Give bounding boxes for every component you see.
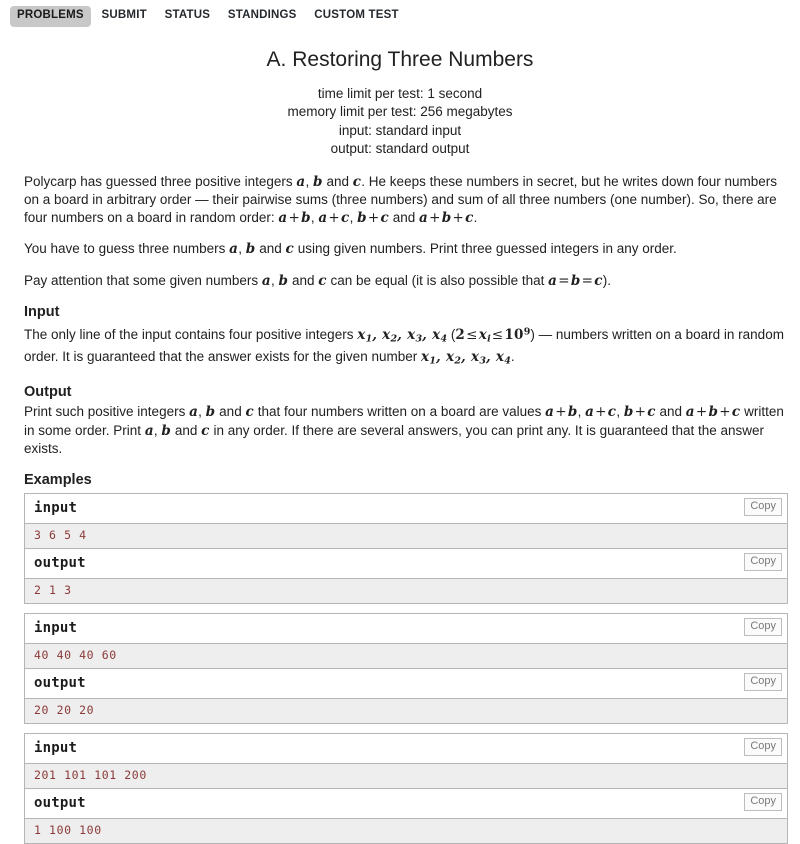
nav-item-custom-test[interactable]: CUSTOM TEST <box>314 9 399 21</box>
math-b: b <box>245 241 256 258</box>
copy-button[interactable]: Copy <box>744 618 782 636</box>
input-label: input <box>34 619 78 636</box>
copy-button[interactable]: Copy <box>744 793 782 811</box>
input-section-heading: Input <box>24 304 60 321</box>
math-a-plus-c: a+c <box>585 404 617 421</box>
output-data-body <box>25 819 787 844</box>
problem-header <box>0 47 800 159</box>
sample-test <box>24 493 788 604</box>
math-c: c <box>285 241 295 258</box>
text-fragment: and <box>655 404 686 420</box>
output-section-paragraph <box>24 403 788 458</box>
output-spec: output: standard output <box>330 141 470 157</box>
sample-tests <box>24 493 788 844</box>
math-a: a <box>296 173 306 190</box>
text-fragment: . He keeps these numbers in secret, but he writes down four numbers on a board in arbitrary order — their pairwise sums (three numbers) and sum of all three numbers (one number). So, there are four numbers on a board in random order: <box>24 173 778 225</box>
text-fragment: and <box>288 272 319 288</box>
page-title: A. Restoring Three Numbers <box>266 47 534 71</box>
math-x-list: $x_1$, $x_2$, $x_3$, $x_4$ <box>420 349 511 367</box>
text-fragment: and <box>215 404 246 420</box>
math-b: b <box>278 272 289 289</box>
text-fragment: , <box>198 404 206 420</box>
math-a: a <box>144 422 154 439</box>
input-label: input <box>34 499 78 516</box>
math-a-plus-b: a+b <box>545 404 578 421</box>
math-b-plus-c: b+c <box>357 209 389 226</box>
text-fragment: , <box>616 404 624 420</box>
copy-button[interactable]: Copy <box>744 738 782 756</box>
text-fragment: Print such positive integers <box>24 404 190 420</box>
text-fragment: You have to guess three numbers <box>24 241 230 257</box>
input-label: input <box>34 739 78 756</box>
copy-button[interactable]: Copy <box>744 673 782 691</box>
text-fragment: using given numbers. Print three guessed integers in any order. <box>294 241 677 257</box>
input-data: 3 6 5 4 <box>34 527 87 542</box>
math-c: c <box>201 422 210 439</box>
math-a-plus-b-plus-c: a+b+c <box>419 209 474 226</box>
output-header <box>25 789 787 819</box>
text-fragment: . <box>473 209 478 225</box>
text-fragment: that four numbers written on a board are values <box>253 404 546 420</box>
text-fragment: , <box>305 173 313 189</box>
output-header <box>25 669 787 699</box>
top-navigation <box>0 0 800 31</box>
output-data: 1 100 100 <box>34 822 102 837</box>
output-header <box>25 549 787 579</box>
time-limit: time limit per test: 1 second <box>317 85 483 101</box>
input-data: 201 101 101 200 <box>34 767 147 782</box>
statement-paragraph-2 <box>24 240 788 259</box>
copy-button[interactable]: Copy <box>744 498 782 516</box>
text-fragment: and <box>255 241 286 257</box>
math-x-range: $2\le x_i\le 10^9$ <box>455 326 531 345</box>
math-a-eq-b-eq-c: a=b=c <box>548 272 603 289</box>
statement-paragraph-3 <box>24 272 788 291</box>
statement-paragraph-1 <box>24 173 788 228</box>
input-data: 40 40 40 60 <box>34 647 117 662</box>
math-a-plus-b: a+b <box>278 209 311 226</box>
text-fragment: can be equal (it is also possible that <box>326 272 549 288</box>
text-fragment: ( <box>447 326 456 342</box>
input-data-body <box>25 764 787 789</box>
math-a: a <box>261 272 271 289</box>
math-a: a <box>229 241 239 258</box>
math-c: c <box>245 404 254 421</box>
math-b: b <box>205 404 216 421</box>
text-fragment: , <box>577 404 586 420</box>
input-header <box>25 734 787 764</box>
input-data-body <box>25 644 787 669</box>
output-data-body <box>25 579 787 604</box>
text-fragment: . <box>510 349 515 365</box>
math-a-plus-b-plus-c: a+b+c <box>685 404 741 421</box>
input-header <box>25 494 787 524</box>
math-b: b <box>161 422 172 439</box>
text-fragment: in any order. If there are several answers, you can print any. It is guaranteed that the answer exists. <box>24 422 765 457</box>
output-label: output <box>34 674 86 691</box>
text-fragment: , <box>153 422 162 438</box>
input-data-body <box>25 524 787 549</box>
text-fragment: Polycarp has guessed three positive integers <box>24 173 297 189</box>
text-fragment: Pay attention that some given numbers <box>24 272 262 288</box>
math-a: a <box>189 404 199 421</box>
nav-item-submit[interactable]: SUBMIT <box>101 9 147 21</box>
math-a-plus-c: a+c <box>318 209 350 226</box>
nav-item-status[interactable]: STATUS <box>164 9 211 21</box>
nav-item-problems[interactable]: PROBLEMS <box>10 6 91 27</box>
output-data-body <box>25 699 787 724</box>
input-header <box>25 614 787 644</box>
problem-statement <box>24 159 788 490</box>
math-x-list: $x_1$, $x_2$, $x_3$, $x_4$ <box>357 326 448 345</box>
text-fragment: and <box>171 422 202 438</box>
output-section-heading: Output <box>24 384 72 401</box>
text-fragment: written in some order. Print <box>24 404 784 438</box>
text-fragment: , <box>238 241 246 257</box>
text-fragment: , <box>270 272 279 288</box>
sample-test <box>24 613 788 724</box>
nav-item-standings[interactable]: STANDINGS <box>227 9 297 21</box>
text-fragment: , <box>349 209 358 225</box>
text-fragment: ) — numbers written on a board in random order. It is guaranteed that the answer exists for the given number <box>24 326 784 365</box>
text-fragment: and <box>322 173 353 189</box>
text-fragment: The only line of the input contains four positive integers <box>24 326 358 342</box>
input-spec: input: standard input <box>338 122 462 138</box>
examples-heading: Examples <box>24 471 92 488</box>
math-c: c <box>318 272 327 289</box>
output-data: 2 1 3 <box>34 582 72 597</box>
math-b: b <box>312 173 323 190</box>
output-label: output <box>34 794 86 811</box>
output-label: output <box>34 554 86 571</box>
math-b-plus-c: b+c <box>623 404 656 421</box>
sample-test <box>24 733 788 844</box>
math-c: c <box>352 173 362 190</box>
text-fragment: ). <box>602 272 612 288</box>
output-data: 20 20 20 <box>34 702 95 717</box>
copy-button[interactable]: Copy <box>744 553 782 571</box>
input-section-paragraph <box>24 323 788 370</box>
text-fragment: and <box>388 209 420 225</box>
memory-limit: memory limit per test: 256 megabytes <box>287 104 513 120</box>
text-fragment: , <box>310 209 319 225</box>
